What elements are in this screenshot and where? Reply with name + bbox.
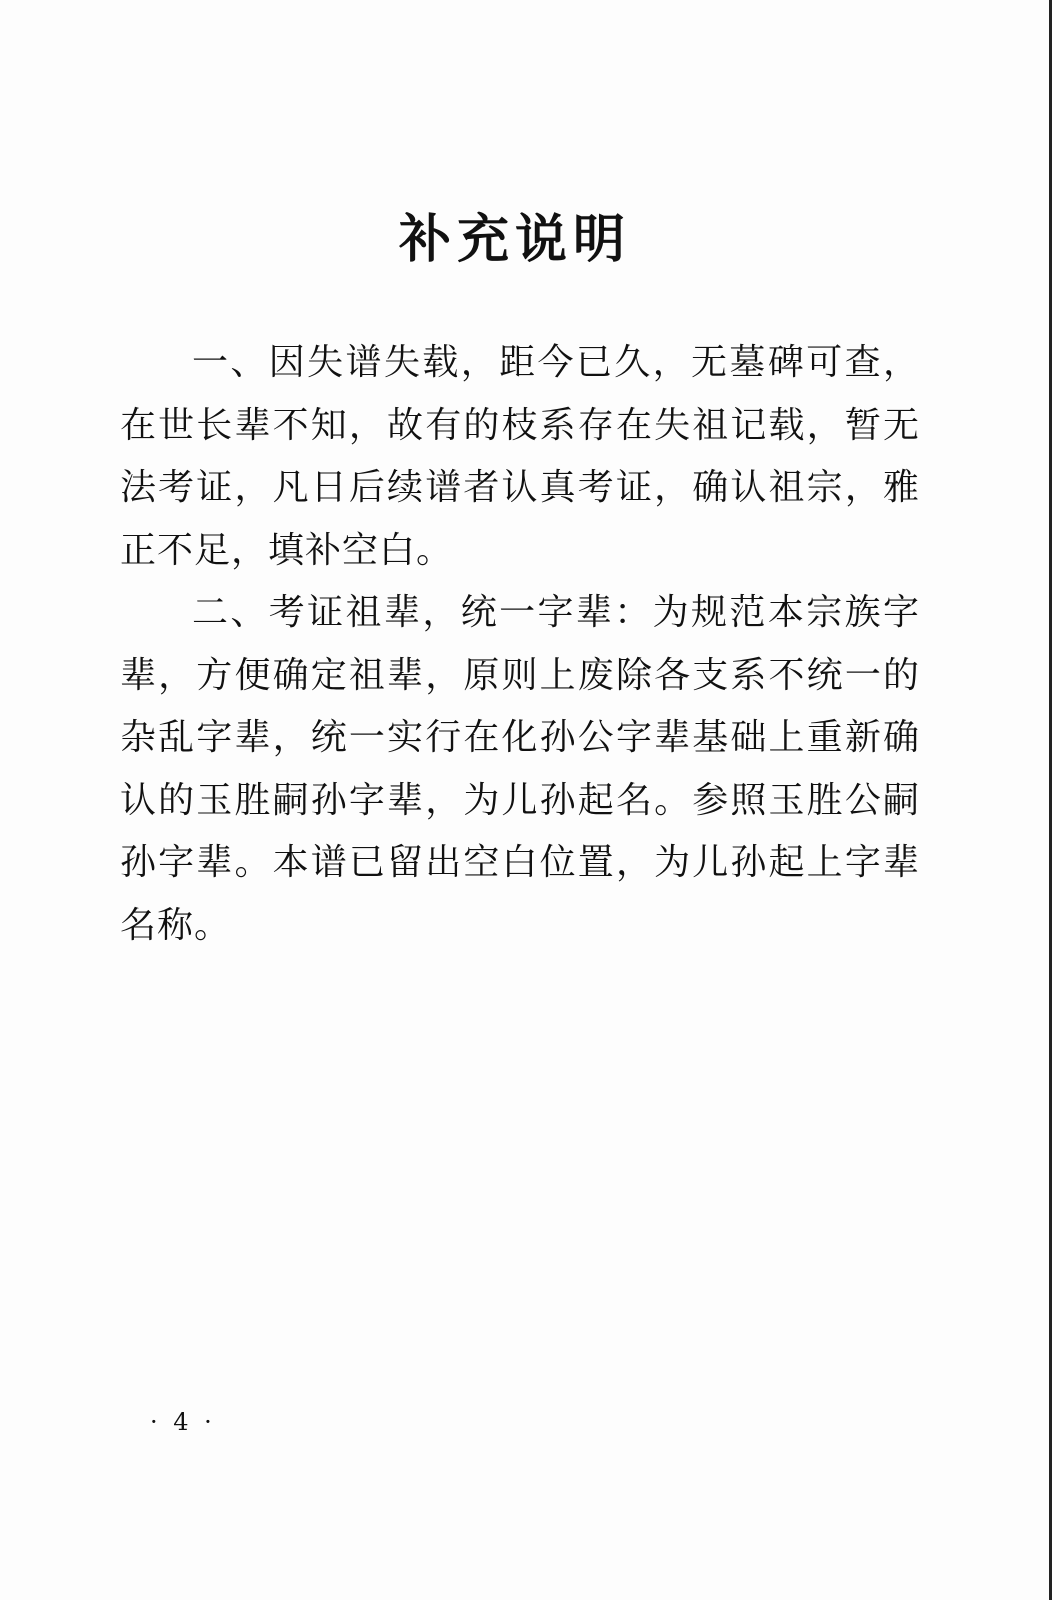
paragraph-2: 二、考证祖辈，统一字辈：为规范本宗族字辈，方便确定祖辈，原则上废除各支系不统一的杂乱字辈，统一实行在化孙公字辈基础上重新确认的玉胜嗣孙字辈，为儿孙起名。参照玉胜公嗣孙字辈。本谱已留出空白位置，为儿孙起上字辈名称。	[120, 592, 920, 946]
body-text	[120, 332, 920, 957]
page-number: · 4 ·	[150, 1408, 216, 1436]
paragraph-1: 一、因失谱失载，距今已久，无墓碑可查，在世长辈不知，故有的枝系存在失祖记载，暂无法考证，凡日后续谱者认真考证，确认祖宗，雅正不足，填补空白。	[120, 342, 920, 571]
page-title: 补充说明	[398, 209, 631, 270]
